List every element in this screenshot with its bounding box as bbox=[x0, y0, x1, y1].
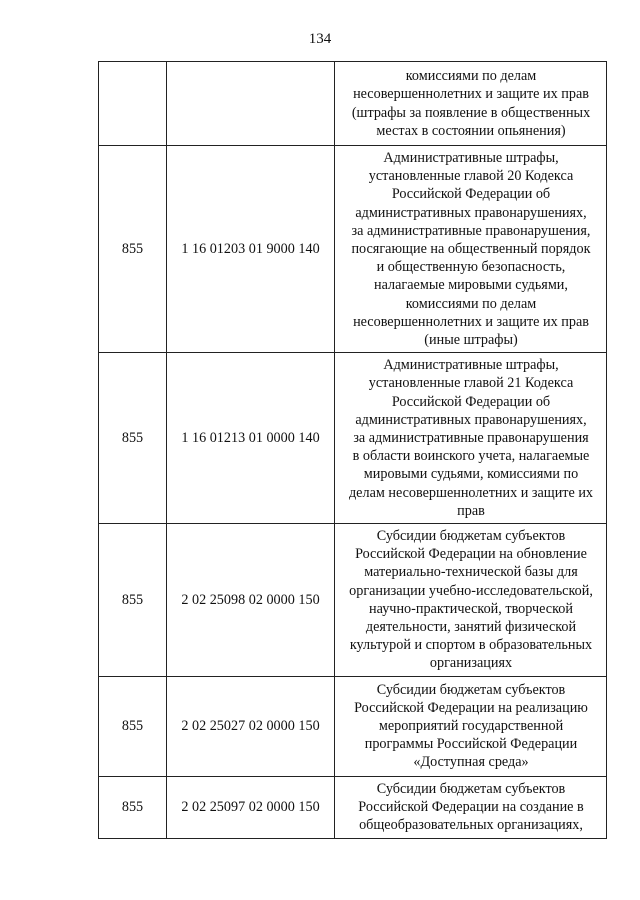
table-row bbox=[99, 353, 607, 524]
table-row bbox=[99, 146, 607, 353]
kbk-code-cell: 1 16 01213 01 0000 140 bbox=[167, 353, 335, 524]
description-cell: Субсидии бюджетам субъектов Российской Федерации на обновление материально-технической базы для организации учебно-исследовательской, научно-практической, творческой деятельности, занятий физической культурой и спортом в образовательных организациях bbox=[335, 524, 607, 677]
description-cell: комиссиями по делам несовершеннолетних и защите их прав (штрафы за появление в общественных местах в состоянии опьянения) bbox=[335, 62, 607, 146]
table-row bbox=[99, 776, 607, 838]
kbk-code-cell: 2 02 25097 02 0000 150 bbox=[167, 776, 335, 838]
description-cell: Субсидии бюджетам субъектов Российской Федерации на реализацию мероприятий государственной программы Российской Федерации «Доступная среда» bbox=[335, 676, 607, 776]
kbk-code-cell: 1 16 01203 01 9000 140 bbox=[167, 146, 335, 353]
admin-code-cell: 855 bbox=[99, 676, 167, 776]
table-row bbox=[99, 524, 607, 677]
description-cell: Административные штрафы, установленные главой 21 Кодекса Российской Федерации об административных правонарушениях, за административные правонарушения в области воинского учета, налагаемые мировыми судьями, комиссиями по делам несовершеннолетних и защите их прав bbox=[335, 353, 607, 524]
description-cell: Административные штрафы, установленные главой 20 Кодекса Российской Федерации об административных правонарушениях, за административные правонарушения, посягающие на общественный порядок и общественную безопасность, налагаемые мировыми судьями, комиссиями по делам несовершеннолетних и защите их прав (иные штрафы) bbox=[335, 146, 607, 353]
kbk-code-cell: 2 02 25027 02 0000 150 bbox=[167, 676, 335, 776]
description-cell: Субсидии бюджетам субъектов Российской Федерации на создание в общеобразовательных организациях, bbox=[335, 776, 607, 838]
page-number: 134 bbox=[308, 31, 332, 47]
kbk-code-cell bbox=[167, 62, 335, 146]
budget-codes-table bbox=[98, 61, 607, 839]
table-row bbox=[99, 62, 607, 146]
admin-code-cell: 855 bbox=[99, 353, 167, 524]
table-row bbox=[99, 676, 607, 776]
admin-code-cell bbox=[99, 62, 167, 146]
admin-code-cell: 855 bbox=[99, 146, 167, 353]
admin-code-cell: 855 bbox=[99, 776, 167, 838]
kbk-code-cell: 2 02 25098 02 0000 150 bbox=[167, 524, 335, 677]
admin-code-cell: 855 bbox=[99, 524, 167, 677]
